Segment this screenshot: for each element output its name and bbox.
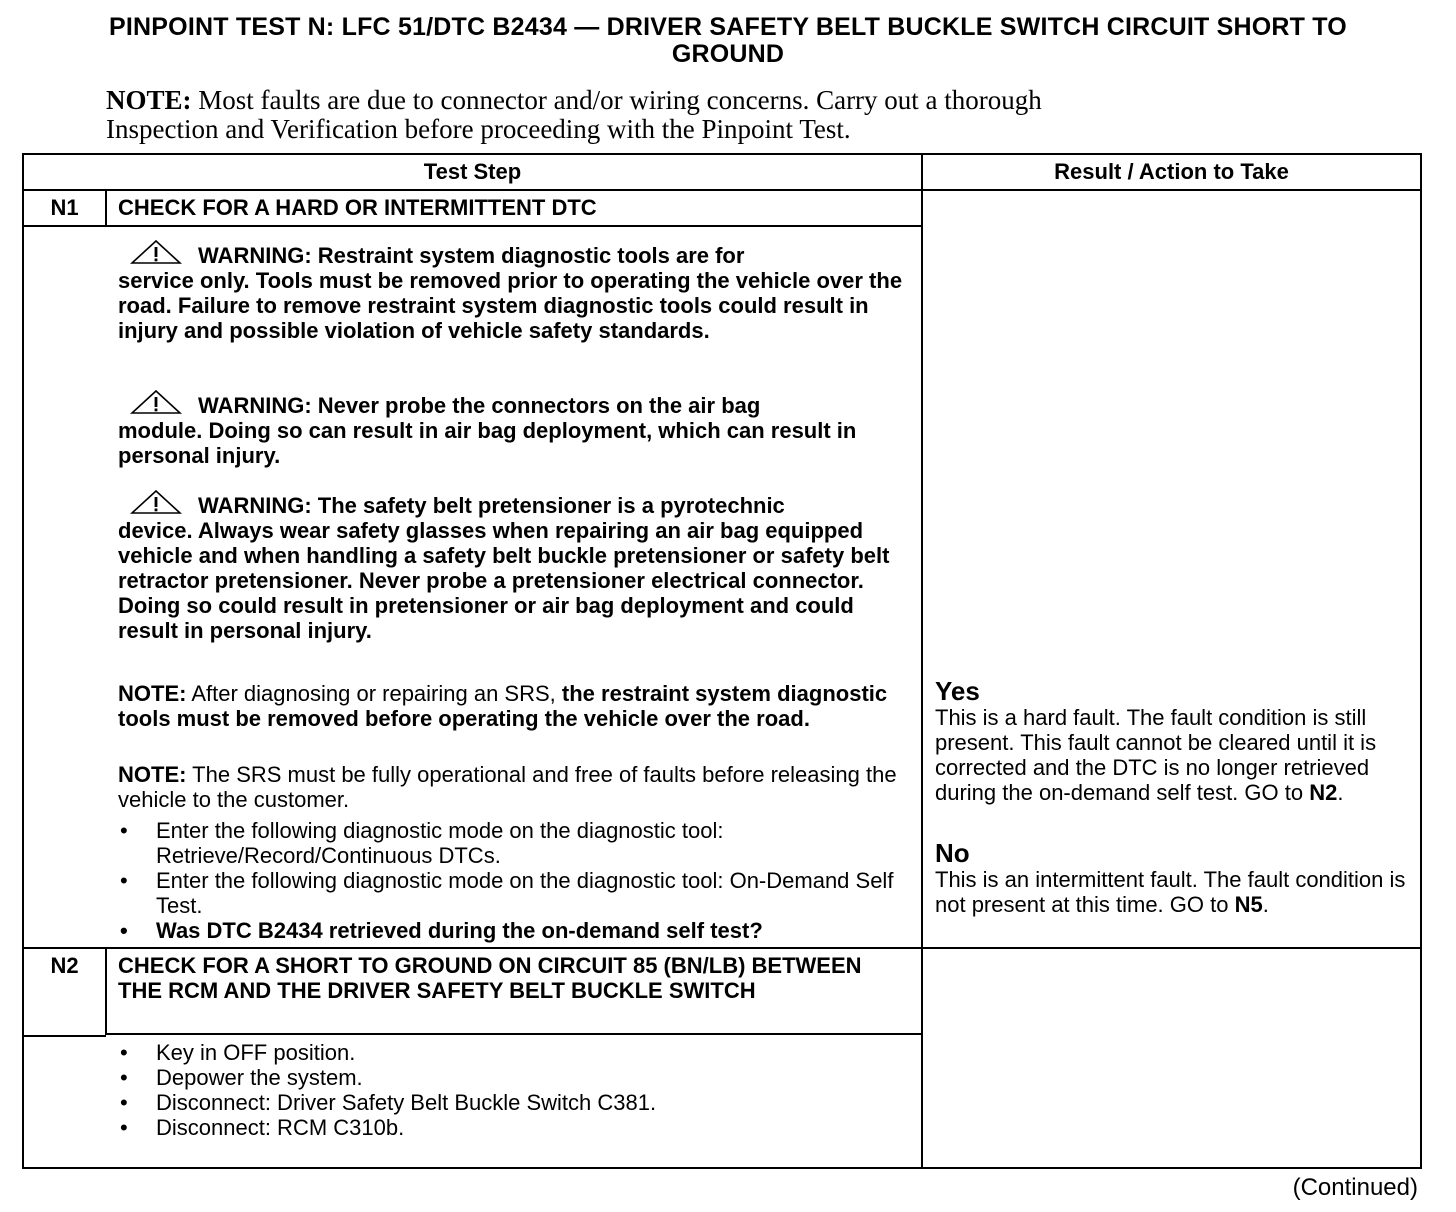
pinpoint-test-table	[22, 153, 1422, 1169]
list-item: • Key in OFF position.	[118, 1040, 918, 1065]
warning-triangle-icon	[130, 389, 182, 415]
n2-heading-rule-left	[24, 1035, 106, 1037]
n1-end-rule	[24, 947, 1420, 949]
list-item: • Disconnect: RCM C310b.	[118, 1115, 918, 1140]
answer-no-end: .	[1262, 892, 1269, 917]
page-title-line-2: GROUND	[671, 40, 785, 68]
warning-pretensioner	[118, 489, 918, 643]
warning-triangle-icon	[130, 239, 182, 265]
intro-note-label: NOTE:	[106, 85, 192, 115]
n1-result-yes	[935, 678, 1415, 805]
step-number-n1: N1	[50, 195, 79, 220]
note-label: NOTE:	[118, 681, 187, 706]
list-item: • Was DTC B2434 retrieved during the on-demand self test?	[118, 918, 918, 943]
intro-note-line-2: Inspection and Verification before proceeding with the Pinpoint Test.	[106, 114, 851, 144]
warning-3-text: device. Always wear safety glasses when repairing an air bag equipped vehicle and when handling a safety belt buckle pretensioner or safety belt retractor pretensioner. Never probe a pretensioner electrical connector. Doing so could result in pretensioner or air bag deployment and could result in personal injury.	[118, 518, 890, 643]
list-item: • Enter the following diagnostic mode on the diagnostic tool: Retrieve/Record/Continuous DTCs.	[118, 818, 918, 868]
answer-no-label: No	[935, 838, 970, 868]
intro-note-line-1: Most faults are due to connector and/or wiring concerns. Carry out a thorough	[191, 85, 1042, 115]
note-label: NOTE:	[118, 762, 187, 787]
warning-air-bag-connectors	[118, 389, 918, 468]
column-divider	[921, 155, 923, 1167]
list-item: • Depower the system.	[118, 1065, 918, 1090]
n1-heading-rule	[24, 225, 922, 227]
page-title-line-1: PINPOINT TEST N: LFC 51/DTC B2434 — DRIVER SAFETY BELT BUCKLE SWITCH CIRCUIT SHORT TO	[109, 13, 1347, 41]
answer-yes-end: .	[1337, 780, 1344, 805]
step-number-divider-n2	[105, 948, 107, 1035]
step-number-divider-n1	[105, 189, 107, 225]
note-srs-operational	[118, 762, 918, 812]
header-rule	[24, 189, 1420, 191]
warning-1-first-line: WARNING: Restraint system diagnostic tools are for	[198, 243, 745, 268]
goto-n2-link[interactable]: N2	[1309, 780, 1338, 805]
column-header-test-step: Test Step	[423, 159, 522, 184]
n1-step-list	[118, 818, 918, 943]
warning-diagnostic-tools	[118, 239, 918, 343]
goto-n5-link[interactable]: N5	[1234, 892, 1263, 917]
answer-yes-label: Yes	[935, 676, 980, 706]
n1-result-no	[935, 840, 1415, 917]
step-heading-n1: CHECK FOR A HARD OR INTERMITTENT DTC	[118, 195, 597, 220]
step-heading-n2: CHECK FOR A SHORT TO GROUND ON CIRCUIT 85 (BN/LB) BETWEEN THE RCM AND THE DRIVER SAFETY BELT BUCKLE SWITCH	[118, 953, 862, 1003]
note-remove-tools	[118, 681, 918, 731]
n2-heading-rule	[105, 1033, 922, 1035]
list-item: • Disconnect: Driver Safety Belt Buckle Switch C381.	[118, 1090, 918, 1115]
step-number-n2: N2	[50, 953, 79, 978]
page-title	[0, 14, 1456, 68]
answer-yes-text: This is a hard fault. The fault condition is still present. This fault cannot be cleared until it is corrected and the DTC is no longer retrieved during the on-demand self test. GO to	[935, 705, 1377, 805]
warning-1-text: service only. Tools must be removed prior to operating the vehicle over the road. Failure to remove restraint system diagnostic tools could result in injury and possible violation of vehicle safety standards.	[118, 268, 903, 343]
note-1-emphasis: the restraint system diagnostic tools must be removed before operating the vehicle over the road.	[118, 681, 888, 731]
note-2-text: The SRS must be fully operational and free of faults before releasing the vehicle to the customer.	[118, 762, 897, 812]
intro-note	[106, 86, 1306, 144]
continued-label: (Continued)	[1292, 1174, 1418, 1201]
warning-triangle-icon	[130, 489, 182, 515]
list-item: • Enter the following diagnostic mode on the diagnostic tool: On-Demand Self Test.	[118, 868, 918, 918]
n2-step-list	[118, 1040, 918, 1140]
answer-no-text: This is an intermittent fault. The fault condition is not present at this time. GO to	[935, 867, 1406, 917]
warning-3-first-line: WARNING: The safety belt pretensioner is a pyrotechnic	[198, 493, 785, 518]
note-1-text: After diagnosing or repairing an SRS,	[186, 681, 562, 706]
warning-2-text: module. Doing so can result in air bag deployment, which can result in personal injury.	[118, 418, 857, 468]
column-header-result: Result / Action to Take	[1054, 159, 1289, 184]
warning-2-first-line: WARNING: Never probe the connectors on the air bag	[198, 393, 761, 418]
